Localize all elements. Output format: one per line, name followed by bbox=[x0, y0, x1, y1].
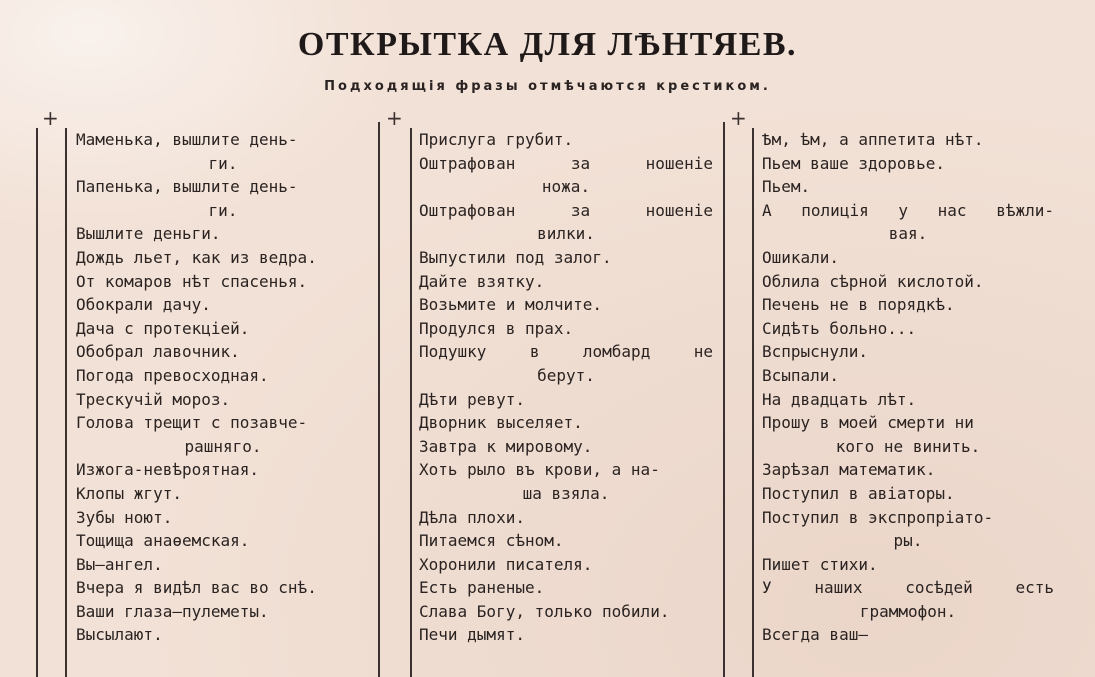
phrase-line bbox=[419, 340, 713, 364]
phrase-continuation: кого не винить. bbox=[835, 436, 981, 456]
phrase-continuation: ша взяла. bbox=[522, 483, 610, 503]
phrase-word: А bbox=[762, 200, 772, 220]
phrase-line: Вчера я видѣл вас во снѣ. bbox=[76, 578, 317, 598]
phrase-line: Дворник выселяет. bbox=[419, 413, 583, 433]
column-rule bbox=[378, 122, 380, 677]
column-rule bbox=[723, 122, 725, 677]
phrase-line bbox=[419, 152, 713, 176]
column-rule bbox=[65, 128, 67, 677]
phrase-word: в bbox=[529, 342, 540, 362]
phrase-line: Дѣти ревут. bbox=[419, 389, 525, 409]
phrase-word: ношеніе bbox=[645, 200, 713, 220]
phrase-line: Всегда ваш— bbox=[762, 625, 868, 645]
phrase-line: Дѣла плохи. bbox=[419, 507, 525, 527]
phrase-word: Оштрафован bbox=[419, 153, 516, 173]
phrase-continuation: берут. bbox=[537, 365, 595, 385]
phrase-line: Печи дымят. bbox=[419, 625, 525, 645]
phrase-line: Хоть рыло въ крови, а на- bbox=[419, 460, 660, 480]
checkbox-mark-column-2: + bbox=[386, 106, 403, 130]
phrase-word: за bbox=[570, 200, 591, 220]
checkbox-mark-column-3: + bbox=[730, 106, 747, 130]
phrase-line: Пишет стихи. bbox=[762, 554, 878, 574]
phrase-line: Питаемся сѣном. bbox=[419, 531, 564, 551]
phrase-line bbox=[762, 576, 1054, 600]
phrase-line: Прислуга грубит. bbox=[419, 130, 574, 149]
phrase-line: Вышлите деньги. bbox=[76, 224, 221, 244]
phrase-column-1 bbox=[76, 128, 370, 647]
phrase-line: Ваши глаза—пулеметы. bbox=[76, 601, 269, 621]
phrase-line: Пьем. bbox=[762, 177, 811, 197]
phrase-column-2 bbox=[419, 128, 713, 647]
phrase-column-3 bbox=[762, 128, 1054, 647]
phrase-word: нас bbox=[937, 200, 967, 220]
phrase-word: Оштрафован bbox=[419, 200, 516, 220]
phrase-word: за bbox=[570, 153, 591, 173]
phrase-line: Трескучій мороз. bbox=[76, 389, 231, 409]
phrase-line: Обобрал лавочник. bbox=[76, 342, 240, 362]
phrase-line: Завтра к мировому. bbox=[419, 436, 593, 456]
phrase-line: Слава Богу, только побили. bbox=[419, 601, 670, 621]
phrase-line: Дайте взятку. bbox=[419, 271, 545, 291]
phrase-line: Изжога-невѣроятная. bbox=[76, 460, 260, 480]
phrase-line: Зарѣзал математик. bbox=[762, 460, 936, 480]
phrase-line: Тощища анаѳемская. bbox=[76, 531, 250, 551]
postcard-subtitle: Подходящія фразы отмѣчаются крестиком. bbox=[324, 79, 771, 94]
phrase-line: Ѣм, ѣм, а аппетита нѣт. bbox=[762, 130, 984, 149]
phrase-line: Выпустили под залог. bbox=[419, 247, 612, 267]
phrase-line: Вспрыснули. bbox=[762, 342, 868, 362]
phrase-continuation: граммофон. bbox=[859, 601, 957, 621]
phrase-continuation: ги. bbox=[208, 200, 238, 220]
phrase-line: Ошикали. bbox=[762, 247, 840, 267]
phrase-line: Хоронили писателя. bbox=[419, 554, 593, 574]
phrase-continuation: ры. bbox=[893, 531, 923, 551]
postcard-title: ОТКРЫТКА ДЛЯ ЛѢНТЯЕВ. bbox=[297, 26, 798, 63]
phrase-word: Подушку bbox=[419, 342, 487, 362]
phrase-line: Есть раненые. bbox=[419, 578, 545, 598]
column-rule bbox=[410, 128, 412, 677]
phrase-line: Дождь льет, как из ведра. bbox=[76, 247, 317, 267]
column-rule bbox=[36, 128, 38, 677]
phrase-word: ношеніе bbox=[645, 153, 713, 173]
phrase-line: Возьмите и молчите. bbox=[419, 295, 603, 315]
phrase-line: Дача с протекціей. bbox=[76, 318, 250, 338]
checkbox-mark-column-1: + bbox=[42, 106, 59, 130]
phrase-word: вѣжли- bbox=[996, 200, 1054, 220]
column-rule bbox=[752, 128, 754, 677]
phrase-line: Продулся в прах. bbox=[419, 318, 574, 338]
phrase-line: Всыпали. bbox=[762, 365, 840, 385]
phrase-line: Поступил в авіаторы. bbox=[762, 483, 955, 503]
phrase-continuation: вая. bbox=[888, 224, 928, 244]
phrase-line: Пьем ваше здоровье. bbox=[762, 153, 946, 173]
phrase-line: От комаров нѣт спасенья. bbox=[76, 271, 308, 291]
phrase-continuation: вилки. bbox=[537, 224, 595, 244]
phrase-line: Маменька, вышлите день- bbox=[76, 130, 298, 149]
phrase-line: На двадцать лѣт. bbox=[762, 389, 917, 409]
phrase-line: Обокрали дачу. bbox=[76, 295, 211, 315]
phrase-continuation: ги. bbox=[208, 153, 238, 173]
phrase-word: ломбард bbox=[582, 342, 651, 362]
phrase-line: Папенька, вышлите день- bbox=[76, 177, 298, 197]
phrase-line: Печень не в порядкѣ. bbox=[762, 295, 955, 315]
phrase-line bbox=[762, 199, 1054, 223]
phrase-word: есть bbox=[1015, 578, 1054, 598]
phrase-word: полиція bbox=[801, 200, 869, 220]
phrase-line: Голова трещит с позавче- bbox=[76, 413, 308, 433]
phrase-line: Прошу в моей смерти ни bbox=[762, 413, 974, 433]
phrase-word: сосѣдей bbox=[905, 578, 973, 598]
phrase-word: у bbox=[898, 200, 908, 220]
phrase-word: наших bbox=[814, 578, 863, 598]
phrase-line: Сидѣть больно... bbox=[762, 318, 917, 338]
phrase-line: Клопы жгут. bbox=[76, 483, 182, 503]
phrase-word: У bbox=[762, 578, 772, 598]
phrase-line: Погода превосходная. bbox=[76, 365, 269, 385]
phrase-line: Вы—ангел. bbox=[76, 554, 163, 574]
phrase-line bbox=[419, 199, 713, 223]
phrase-line: Поступил в экспропріато- bbox=[762, 507, 994, 527]
phrase-line: Высылают. bbox=[76, 625, 163, 645]
phrase-continuation: ножа. bbox=[541, 177, 591, 197]
phrase-continuation: рашняго. bbox=[184, 436, 262, 456]
phrase-line: Облила сѣрной кислотой. bbox=[762, 271, 984, 291]
phrase-line: Зубы ноют. bbox=[76, 507, 173, 527]
phrase-word: не bbox=[693, 342, 713, 362]
